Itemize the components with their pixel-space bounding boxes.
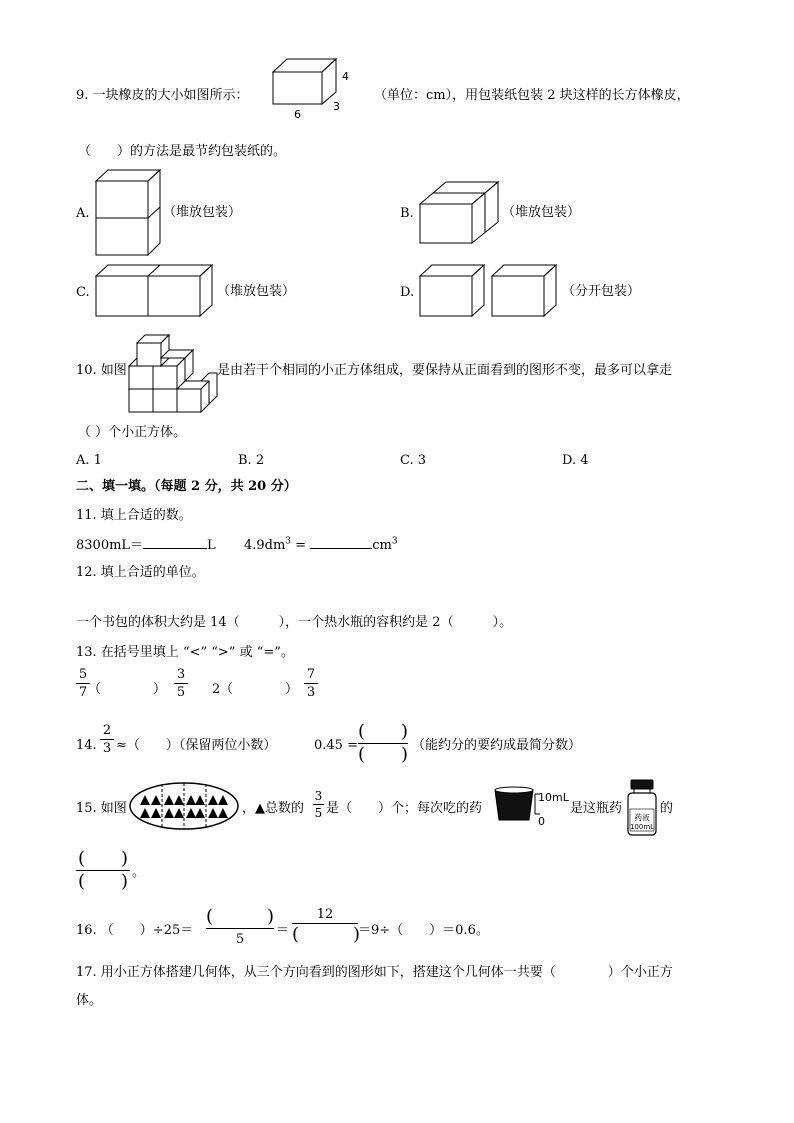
dim-h: 4	[342, 70, 349, 83]
q15-t3: 是这瓶药	[570, 801, 623, 816]
q11-b-left: 4.9dm	[243, 538, 286, 553]
q17-line1: 17. 用小正方体搭建几何体，从三个方向看到的图形如下，搭建这个几何体一共要（ ）个小正方	[76, 965, 673, 980]
q16-fraction-2[interactable]: 12 ( )	[292, 907, 361, 945]
q9-suffix: （单位：cm），用包装纸包装 2 块这样的长方体橡皮，	[374, 88, 690, 103]
q17-line2: 体。	[76, 993, 103, 1008]
medicine-bottle-icon	[626, 779, 658, 837]
q16-rest: ＝9÷（ ）＝0.6。	[358, 923, 489, 938]
q10-option-b: B. 2	[238, 453, 265, 468]
q13-fraction-3: 7 3	[304, 668, 318, 699]
q9-option-a-note: （堆放包装）	[163, 205, 242, 220]
q10-option-c: C. 3	[400, 453, 427, 468]
q10-option-a: A. 1	[76, 453, 102, 468]
q13-fraction-1: 5 7	[76, 668, 90, 699]
q14-fraction-answer[interactable]: ( ) ( )	[358, 721, 409, 765]
q10-line2: （ ）个小正方体。	[78, 425, 187, 440]
q15-end: 。	[132, 865, 146, 880]
eraser-figure	[270, 56, 350, 120]
q16-eq: ＝	[276, 923, 290, 938]
q11-b-exp: 3	[285, 536, 292, 547]
cup-zero: 0	[538, 815, 545, 828]
dim-w: 6	[294, 108, 301, 121]
q9-option-b-key: B.	[400, 206, 414, 221]
bottle-label: 药液	[634, 813, 650, 822]
q13-fraction-2: 3 5	[174, 668, 188, 699]
q9-option-d-figure	[418, 263, 563, 319]
q11-b-blank[interactable]	[310, 537, 372, 549]
q12-title: 12. 填上合适的单位。	[76, 565, 205, 580]
q11-title: 11. 填上合适的数。	[76, 508, 192, 523]
q10-prefix: 10. 如图	[76, 363, 127, 378]
q15-t2: 是（ ）个；每次吃的药	[326, 801, 483, 816]
triangle-grid-figure	[128, 781, 240, 831]
q9-prefix: 9. 一块橡皮的大小如图所示：	[76, 88, 249, 103]
q10-suffix: 是由若干个相同的小正方体组成，要保持从正面看到的图形不变，最多可以拿走	[217, 363, 673, 378]
q15-fraction: 3 5	[314, 789, 323, 820]
q11-b-unit-exp: 3	[391, 536, 398, 547]
q12-line: 一个书包的体积大约是 14（ ），一个热水瓶的容积约是 2（ ）。	[76, 615, 513, 630]
q11-a-blank[interactable]	[143, 537, 207, 549]
q9-option-a-figure	[94, 168, 164, 258]
q9-option-c-note: （堆放包装）	[217, 284, 296, 299]
q14-left: 0.45 =	[314, 738, 358, 753]
q15-prefix: 15. 如图	[76, 801, 127, 816]
q15-t1: ，▲总数的	[242, 801, 304, 816]
q16-fraction-1[interactable]: ( ) 5	[206, 906, 275, 947]
dim-d: 3	[333, 100, 340, 113]
q15-fraction-answer[interactable]: ( ) ( )	[77, 848, 129, 892]
q14-approx: ≈（ ）（保留两位小数）	[116, 738, 277, 753]
q15-t4: 的	[660, 801, 674, 816]
q9-option-b-figure	[418, 180, 502, 246]
q9-option-c-key: C.	[76, 285, 90, 300]
q13-title: 13. 在括号里填上 “<” “>” 或 “=”。	[76, 645, 294, 660]
q9-option-c-figure	[94, 263, 216, 319]
q13-paren-1[interactable]: （ ）	[88, 682, 167, 697]
q9-option-a-key: A.	[76, 206, 90, 221]
section-title: 二、填一填。（每题 2 分，共 20 分）	[76, 479, 297, 494]
q9-option-d-note: （分开包装）	[562, 284, 641, 299]
q11-b-eq: =	[291, 538, 311, 553]
q9-option-d-key: D.	[400, 285, 415, 300]
medicine-cup-icon	[493, 784, 573, 828]
q10-cube-figure	[126, 323, 222, 415]
q13-whole: 2	[212, 682, 221, 697]
q9-line2: （ ）的方法是最节约包装纸的。	[78, 144, 287, 159]
q11-a-left: 8300mL＝	[76, 538, 144, 553]
q11-line	[76, 537, 398, 552]
bottle-amount: 100mL	[629, 823, 655, 831]
q11-a-unit: L	[207, 538, 216, 553]
q14-prefix: 14.	[76, 738, 97, 753]
q11-b-unit: cm	[372, 538, 392, 553]
q16-prefix: 16. （ ）÷25＝	[76, 923, 194, 938]
cup-label: 10mL	[538, 791, 569, 804]
q10-option-d: D. 4	[562, 453, 589, 468]
q14-fraction: 2 3	[100, 724, 114, 755]
q13-paren-2[interactable]: （ ）	[220, 682, 299, 697]
q14-note: （能约分的要约成最简分数）	[412, 738, 582, 753]
q9-option-b-note: （堆放包装）	[502, 205, 581, 220]
